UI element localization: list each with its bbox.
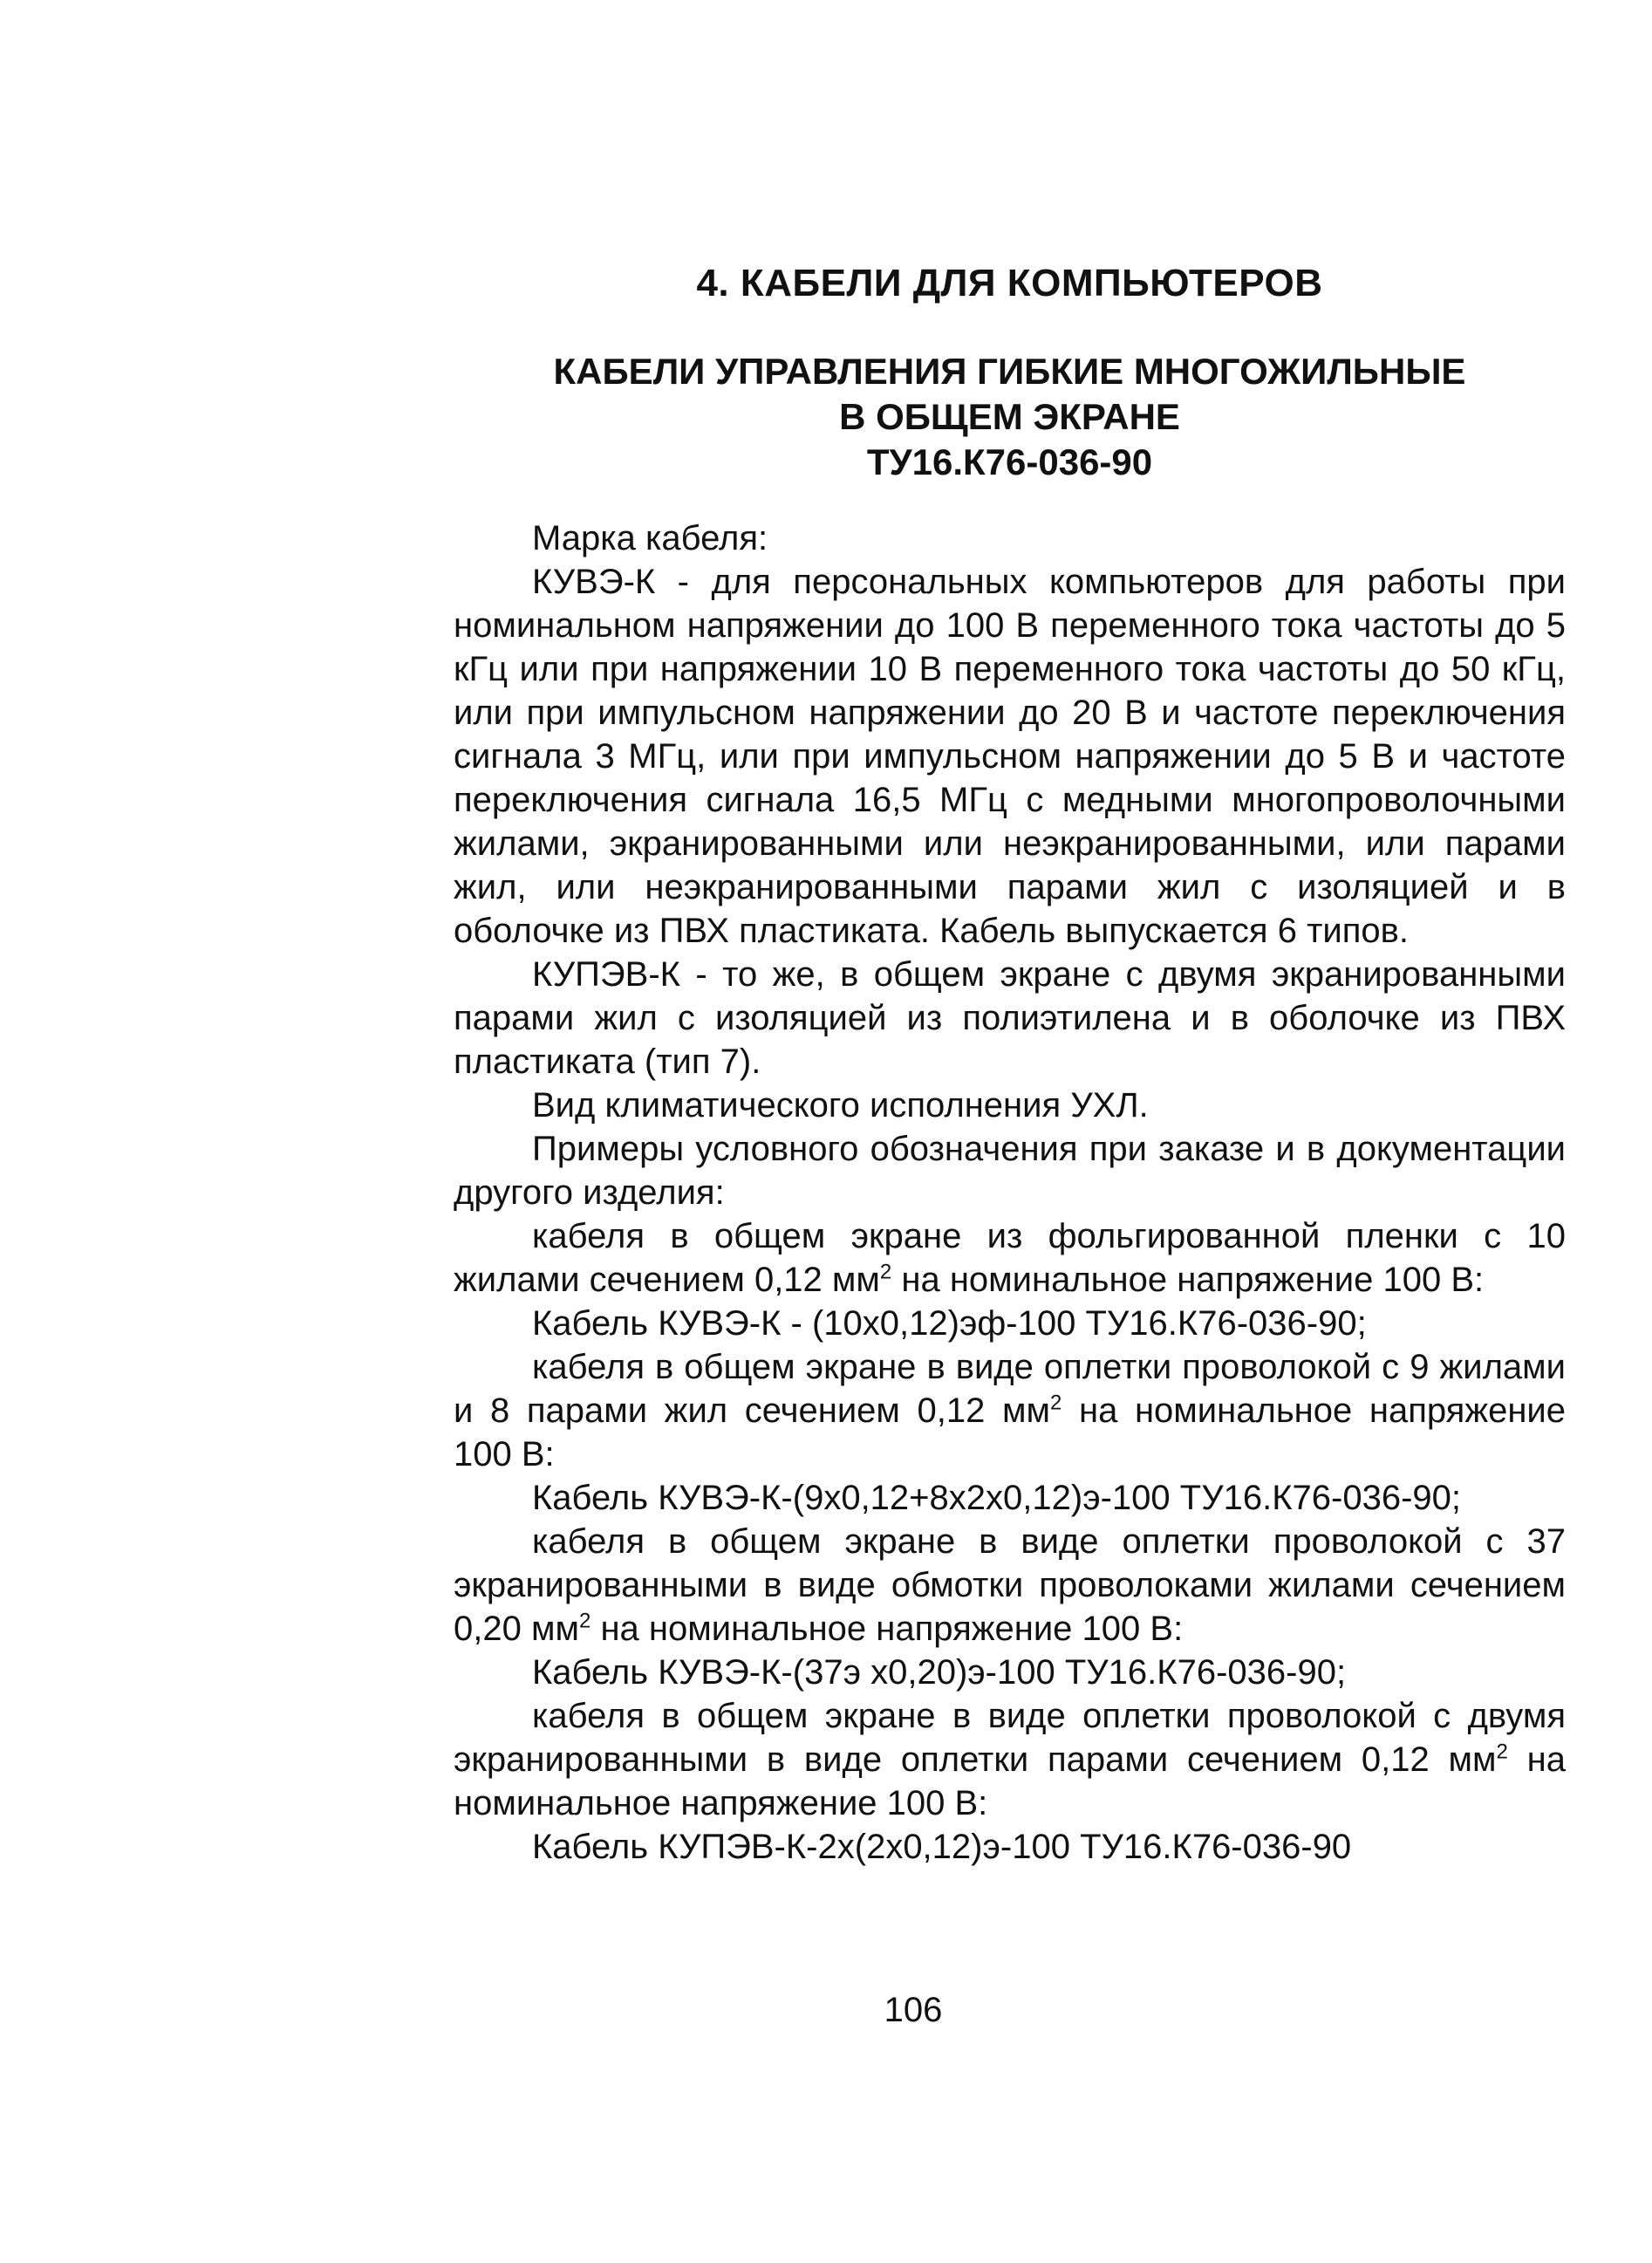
page-content [454,262,1566,1869]
example-3-code: Кабель КУВЭ-К-(37э х0,20)э-100 ТУ16.К76-036-90; [532,1653,1347,1692]
example-2-code: Кабель КУВЭ-К-(9х0,12+8х2х0,12)э-100 ТУ16.К76-036-90; [532,1479,1461,1517]
example-1-text-a: кабеля в общем экране из фольгированной пленки с 10 жилами сечением 0,12 мм [454,1217,1566,1299]
example-2-text-b: на номинальное напряжение 100 В: [454,1391,1566,1473]
example-4-text-a: кабеля в общем экране в виде оплетки проволокой с двумя экранированными в виде оплетки парами сечением 0,12 мм [454,1697,1566,1779]
document-title-line-2: В ОБЩЕМ ЭКРАНЕ [839,396,1180,437]
kupev-description: КУПЭВ-К - то же, в общем экране с двумя экранированными парами жил с изоляцией из полиэтилена и в оболочке из ПВХ пластиката (тип 7). [454,955,1566,1081]
climate-version: Вид климатического исполнения УХЛ. [532,1086,1149,1125]
example-4-code: Кабель КУПЭВ-К-2х(2х0,12)э-100 ТУ16.К76-036-90 [532,1828,1352,1866]
example-4-text-b: на номинальное напряжение 100 В: [454,1740,1566,1822]
example-2-description [454,1345,1566,1476]
example-3-text-b: на номинальное напряжение 100 В: [590,1610,1184,1648]
superscript: 2 [879,1260,892,1284]
document-title-line-1: КАБЕЛИ УПРАВЛЕНИЯ ГИБКИЕ МНОГОЖИЛЬНЫЕ [553,351,1466,392]
superscript: 2 [1050,1391,1062,1415]
superscript: 2 [1496,1740,1508,1764]
example-2-text-a: кабеля в общем экране в виде оплетки проволокой с 9 жилами и 8 парами жил сечением 0,12 мм [454,1348,1566,1430]
document-title-line-3: ТУ16.К76-036-90 [866,441,1153,482]
examples-intro: Примеры условного обозначения при заказе и в документации другого изделия: [454,1130,1566,1212]
example-3-description [454,1520,1566,1651]
page-number: 106 [884,1991,943,2029]
body-text [454,516,1566,1869]
section-title: 4. КАБЕЛИ ДЛЯ КОМПЬЮТЕРОВ [696,262,1323,304]
example-1-code: Кабель КУВЭ-К - (10х0,12)эф-100 ТУ16.К76-036-90; [532,1304,1367,1343]
example-3-text-a: кабеля в общем экране в виде оплетки проволокой с 37 экранированными в виде обмотки проволоками жилами сечением 0,20 мм [454,1522,1566,1648]
kuve-description: КУВЭ-К - для персональных компьютеров для работы при номинальном напряжении до 100 В переменного тока частоты до 5 кГц или при напряжении 10 В переменного тока частоты до 50 кГц, или при импульсном напряжении до 20 В и частоте переключения сигнала 3 МГц, или при импульсном напряжении до 5 В и частоте переключения сигнала 16,5 МГц с медными многопроволочными жилами, экранированными или неэкранированными, или парами жил, или неэкранированными парами жил с изоляцией и в оболочке из ПВХ пластиката. Кабель выпускается 6 типов. [454,563,1566,950]
document-title [454,349,1566,485]
superscript: 2 [578,1609,591,1633]
example-4-description [454,1694,1566,1825]
example-1-description [454,1214,1566,1302]
example-1-text-b: на номинальное напряжение 100 В: [891,1261,1485,1299]
cable-brand-label: Марка кабеля: [532,519,768,557]
